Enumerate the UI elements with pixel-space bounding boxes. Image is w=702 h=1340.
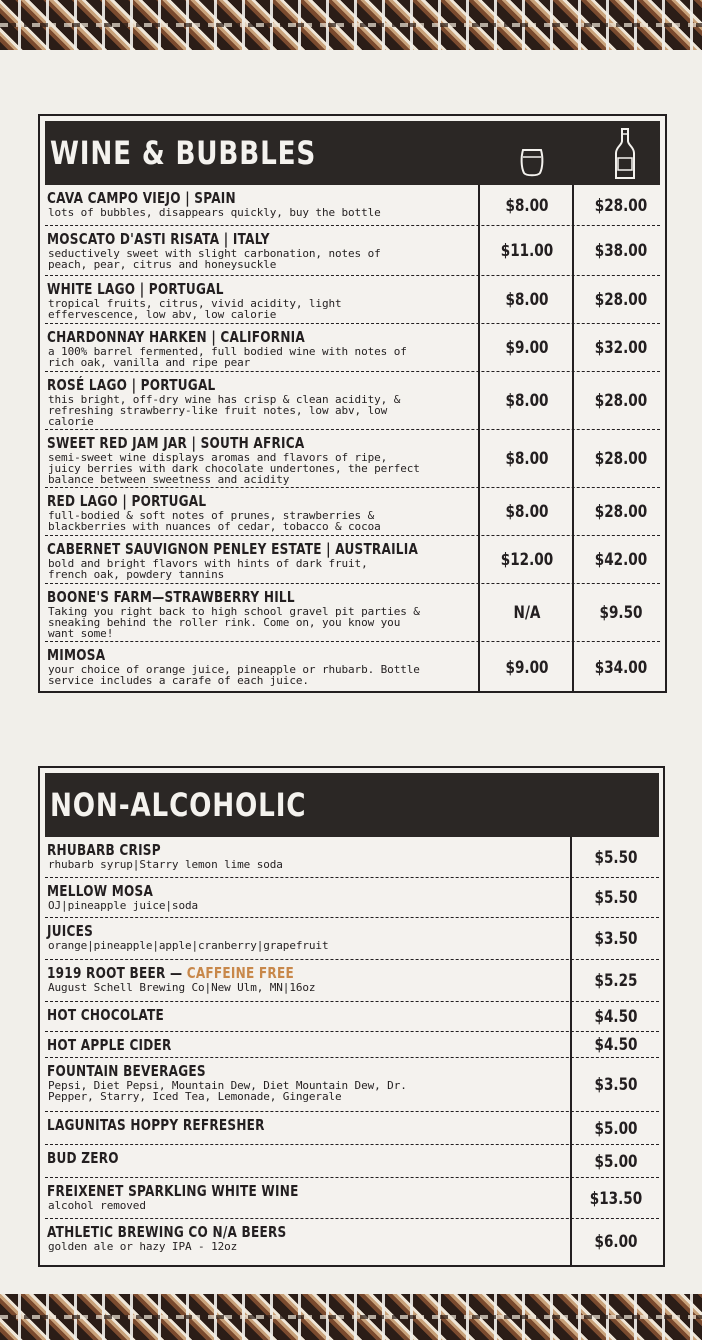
wine-item-glass-price: $8.00: [505, 391, 549, 411]
na-item-name: [47, 1063, 206, 1079]
wine-item-name: CHARDONNAY HARKEN | CALIFORNIA: [47, 328, 306, 346]
na-item-description: alcohol removed: [48, 1199, 146, 1212]
na-item-name: [47, 1117, 265, 1133]
na-item-price: $3.50: [594, 929, 638, 949]
wine-item: [45, 642, 660, 693]
na-item: [45, 1032, 659, 1058]
na-item: [45, 1219, 659, 1265]
na-item-name: [47, 1007, 164, 1023]
wine-item-glass-price: $8.00: [505, 449, 549, 469]
na-item-name: [47, 1224, 286, 1240]
wine-item-description: lots of bubbles, disappears quickly, buy the bottle: [48, 206, 381, 219]
wine-item-description: full-bodied & soft notes of prunes, strawberries & blackberries with nuances of cedar, tobacco & cocoa: [48, 509, 381, 533]
na-item: [45, 837, 659, 878]
na-item-name-text: HOT CHOCOLATE: [47, 1006, 164, 1024]
wine-item: [45, 276, 660, 324]
na-item-price: $5.00: [594, 1151, 638, 1172]
wine-item-name: SWEET RED JAM JAR | SOUTH AFRICA: [47, 434, 305, 452]
na-header: [45, 773, 659, 837]
na-item-name-text: HOT APPLE CIDER: [47, 1036, 172, 1054]
wine-item-glass-price: $12.00: [500, 550, 554, 570]
wine-item-glass-price: $11.00: [500, 241, 554, 261]
wine-item-description: a 100% barrel fermented, full bodied wine with notes of rich oak, vanilla and ripe pear: [48, 345, 407, 369]
na-item-name-text: BUD ZERO: [47, 1149, 119, 1167]
wine-item-description: tropical fruits, citrus, vivid acidity, light effervescence, low abv, low calorie: [48, 297, 342, 321]
wine-item-bottle-price: $28.00: [594, 195, 648, 216]
na-item-name: [47, 842, 161, 858]
caffeine-free-label: CAFFEINE FREE: [186, 964, 294, 982]
na-item-price: $6.00: [594, 1232, 638, 1252]
na-item: [45, 878, 659, 918]
wine-item-glass-price: N/A: [513, 603, 541, 623]
na-item-description: golden ale or hazy IPA - 12oz: [48, 1240, 238, 1253]
na-item-name-text: MELLOW MOSA: [47, 882, 154, 900]
na-item-name-text: RHUBARB CRISP: [47, 841, 161, 859]
decorative-bottom-band: [0, 1294, 702, 1340]
wine-item-description: seductively sweet with slight carbonation, notes of peach, pear, citrus and honeysuckle: [48, 247, 381, 271]
wine-item-description: your choice of orange juice, pineapple or rhubarb. Bottle service includes a carafe of each juice.: [48, 663, 420, 687]
wine-item: [45, 372, 660, 430]
na-item-name-text: LAGUNITAS HOPPY REFRESHER: [47, 1116, 265, 1134]
na-item: [45, 918, 659, 960]
na-item: [45, 1178, 659, 1219]
wine-item-bottle-price: $42.00: [594, 550, 648, 570]
wine-item-glass-price: $9.00: [505, 657, 549, 678]
wine-item-name: ROSÉ LAGO | PORTUGAL: [47, 376, 216, 394]
wine-item-bottle-price: $28.00: [594, 502, 648, 522]
wine-item-description: Taking you right back to high school gravel pit parties & sneaking behind the roller rink. Come on, you know you want some!: [48, 605, 420, 640]
wine-section: [38, 114, 667, 693]
wine-item: [45, 430, 660, 488]
na-item-name-text: JUICES: [47, 922, 94, 940]
wine-item: [45, 185, 660, 226]
wine-item-name: CABERNET SAUVIGNON PENLEY ESTATE | AUSTRAILIA: [47, 540, 419, 558]
na-title: NON-ALCOHOLIC: [50, 786, 307, 824]
na-item-name: [47, 1150, 119, 1166]
na-item-price: $5.25: [594, 971, 638, 991]
wine-item-bottle-price: $28.00: [594, 449, 648, 469]
na-item-price: $3.50: [594, 1075, 638, 1095]
na-item-description: August Schell Brewing Co|New Ulm, MN|16oz: [48, 981, 316, 994]
na-item-price: $4.50: [594, 1035, 638, 1055]
na-item-name: [47, 1037, 172, 1053]
decorative-top-band: [0, 0, 702, 50]
na-item-name: [47, 965, 294, 981]
wine-item-bottle-price: $28.00: [594, 391, 648, 411]
wine-item-name: CAVA CAMPO VIEJO | SPAIN: [47, 189, 236, 207]
na-item-description: rhubarb syrup|Starry lemon lime soda: [48, 858, 283, 871]
na-item-name-text: ATHLETIC BREWING CO N/A BEERS: [47, 1223, 287, 1241]
wine-item: [45, 324, 660, 372]
wine-item: [45, 226, 660, 276]
na-item-price: $5.50: [594, 888, 638, 908]
wine-item-bottle-price: $9.50: [599, 603, 643, 623]
na-item: [45, 960, 659, 1002]
wine-item-glass-price: $9.00: [505, 338, 549, 358]
na-item: [45, 1112, 659, 1145]
wine-item-name: WHITE LAGO | PORTUGAL: [47, 280, 224, 298]
na-item-name: [47, 883, 153, 899]
na-item-name: [47, 1183, 299, 1199]
wine-item-bottle-price: $28.00: [594, 290, 648, 310]
na-item-price: $13.50: [589, 1188, 643, 1209]
na-item-price: $5.00: [594, 1118, 638, 1139]
wine-item-name: BOONE'S FARM—STRAWBERRY HILL: [47, 588, 295, 606]
wine-title: WINE & BUBBLES: [50, 134, 317, 172]
non-alcoholic-section: [38, 766, 665, 1267]
na-item-price: $4.50: [594, 1007, 638, 1027]
wine-item-bottle-price: $38.00: [594, 241, 648, 261]
na-item-name-text: FREIXENET SPARKLING WHITE WINE: [47, 1182, 299, 1200]
wine-item-description: bold and bright flavors with hints of dark fruit, french oak, powdery tannins: [48, 557, 368, 581]
wine-header: [45, 121, 660, 185]
na-item: [45, 1002, 659, 1032]
wine-item-name: MOSCATO D'ASTI RISATA | ITALY: [47, 230, 270, 248]
wine-item-name: MIMOSA: [47, 646, 106, 664]
wine-item-description: semi-sweet wine displays aromas and flavors of ripe, juicy berries with dark chocolate undertones, the perfect balance between sweetness and acidity: [48, 451, 420, 486]
wine-item-bottle-price: $32.00: [594, 338, 648, 358]
na-item-description: Pepsi, Diet Pepsi, Mountain Dew, Diet Mountain Dew, Dr. Pepper, Starry, Iced Tea, Lemonade, Gingerale: [48, 1079, 407, 1103]
na-item: [45, 1058, 659, 1112]
wine-item: [45, 488, 660, 536]
wine-glass-icon: [518, 147, 546, 179]
wine-bottle-icon: [612, 127, 638, 181]
na-item-name: [47, 923, 93, 939]
na-item-description: orange|pineapple|apple|cranberry|grapefruit: [48, 939, 329, 952]
na-item-description: OJ|pineapple juice|soda: [48, 899, 199, 912]
wine-item-glass-price: $8.00: [505, 195, 549, 216]
wine-item-glass-price: $8.00: [505, 290, 549, 310]
wine-item: [45, 536, 660, 584]
na-item-price: $5.50: [594, 847, 638, 868]
wine-item-glass-price: $8.00: [505, 502, 549, 522]
na-item: [45, 1145, 659, 1178]
wine-item-name: RED LAGO | PORTUGAL: [47, 492, 207, 510]
wine-item-description: this bright, off-dry wine has crisp & clean acidity, & refreshing strawberry-like fruit notes, low abv, low calorie: [48, 393, 401, 428]
na-item-name-text: FOUNTAIN BEVERAGES: [47, 1062, 206, 1080]
wine-item-bottle-price: $34.00: [594, 657, 648, 678]
wine-item: [45, 584, 660, 642]
na-item-name-text: 1919 ROOT BEER —: [47, 964, 187, 982]
